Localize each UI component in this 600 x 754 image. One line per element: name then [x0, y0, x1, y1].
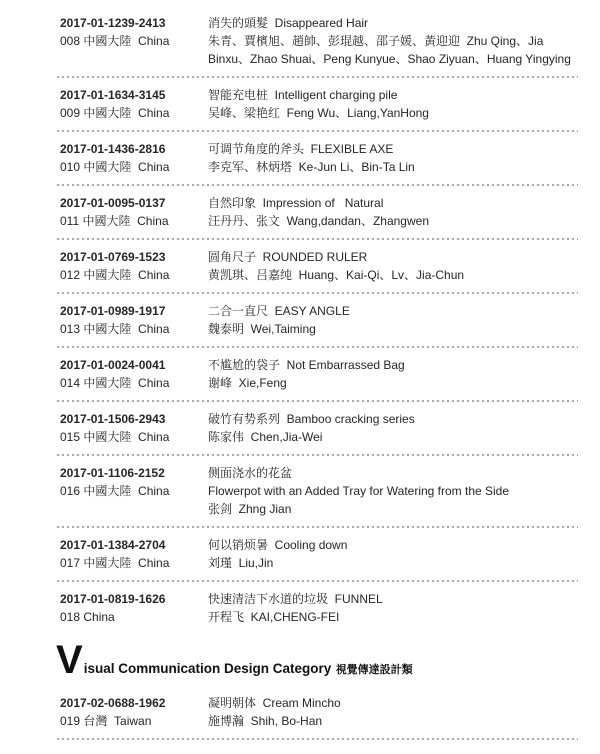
entry-row — [60, 590, 578, 626]
entry-number-country: 009 中國大陸 China — [60, 106, 170, 120]
entry-row — [60, 86, 578, 122]
entry-number-country: 019 台灣 Taiwan — [60, 714, 152, 728]
entry-id: 2017-01-0989-1917 — [60, 304, 166, 318]
entry-details — [208, 302, 578, 338]
entry-row — [60, 194, 578, 230]
product-design-entries-list — [60, 14, 578, 626]
entry-details — [208, 410, 578, 446]
entry-authors: 汪丹丹、张文 Wang,dandan、Zhangwen — [208, 214, 429, 228]
entry-separator — [57, 454, 578, 456]
entry-row — [60, 248, 578, 284]
section-title-zh: 視覺傳達設計類 — [335, 664, 413, 676]
entry-authors: 开程飞 KAI,CHENG-FEI — [208, 610, 340, 624]
entry-details — [208, 464, 578, 518]
entry-number-country: 012 中國大陸 China — [60, 268, 170, 282]
entry-authors: 张剑 Zhng Jian — [208, 502, 292, 516]
entry-number-country: 011 中國大陸 China — [60, 214, 169, 228]
entry-authors: 朱青、賈檳旭、趙帥、彭琨越、邵子媛、黃迎迎 Zhu Qing、Jia Binxu、Zhao Shuai、Peng Kunyue、Shao Ziyuan、Huang Yingying — [208, 34, 571, 66]
entry-id: 2017-01-1106-2152 — [60, 466, 165, 480]
entry-number-country: 016 中國大陸 China — [60, 484, 170, 498]
entry-details — [208, 194, 578, 230]
entry-number-country: 015 中國大陸 China — [60, 430, 170, 444]
entry-title: 智能充电桩 Intelligent charging pile — [208, 88, 398, 102]
entry — [60, 140, 578, 186]
entry-title-en: Flowerpot with an Added Tray for Watering from the Side — [208, 484, 510, 498]
entry-title: 侧面浇水的花盆 — [208, 466, 293, 480]
entry-left-column — [60, 356, 208, 392]
entry-title: 圆角尺子 ROUNDED RULER — [208, 250, 368, 264]
entry — [60, 464, 578, 528]
entry-left-column — [60, 410, 208, 446]
entry-left-column — [60, 590, 208, 626]
entry-authors: 陈家伟 Chen,Jia-Wei — [208, 430, 323, 444]
entry-title: 破竹有势系列 Bamboo cracking series — [208, 412, 415, 426]
entry-row — [60, 536, 578, 572]
entry-title: 可调节角度的斧头 FLEXIBLE AXE — [208, 142, 394, 156]
entry-details — [208, 356, 578, 392]
entry-separator — [57, 238, 578, 240]
entry-authors: 吴峰、梁艳红 Feng Wu、Liang,YanHong — [208, 106, 429, 120]
entry-left-column — [60, 302, 208, 338]
entry-id: 2017-02-0688-1962 — [60, 696, 166, 710]
entry — [60, 14, 578, 78]
entry — [60, 86, 578, 132]
entry-separator — [57, 400, 578, 402]
entry-left-column — [60, 248, 208, 284]
entry-number-country: 018 China — [60, 610, 115, 624]
entry-id: 2017-01-1239-2413 — [60, 16, 166, 30]
entry-row — [60, 464, 578, 518]
entry-title: 不尴尬的袋子 Not Embarrassed Bag — [208, 358, 405, 372]
entry-id: 2017-01-0024-0041 — [60, 358, 166, 372]
entry-row — [60, 14, 578, 68]
visual-design-entries-list — [60, 694, 578, 740]
entry-id: 2017-01-1436-2816 — [60, 142, 166, 156]
entry-number-country: 017 中國大陸 China — [60, 556, 170, 570]
entry — [60, 248, 578, 294]
entry — [60, 194, 578, 240]
entry — [60, 694, 578, 740]
entry-id: 2017-01-1384-2704 — [60, 538, 166, 552]
entry-separator — [57, 580, 578, 582]
entry-separator — [57, 346, 578, 348]
entry-row — [60, 694, 578, 730]
entry-id: 2017-01-1506-2943 — [60, 412, 166, 426]
entry-id: 2017-01-1634-3145 — [60, 88, 166, 102]
entry-id: 2017-01-0769-1523 — [60, 250, 166, 264]
entry-row — [60, 140, 578, 176]
entry-title: 二合一直尺 EASY ANGLE — [208, 304, 350, 318]
entry — [60, 356, 578, 402]
entry-row — [60, 302, 578, 338]
entry-details — [208, 86, 578, 122]
entry-left-column — [60, 140, 208, 176]
entry-separator — [57, 292, 578, 294]
section-heading — [56, 638, 578, 682]
entry-number-country: 008 中國大陸 China — [60, 34, 170, 48]
entry-id: 2017-01-0095-0137 — [60, 196, 166, 210]
entry — [60, 302, 578, 348]
entry-left-column — [60, 536, 208, 572]
entry-authors: 魏泰明 Wei,Taiming — [208, 322, 316, 336]
entry-details — [208, 536, 578, 572]
entry-number-country: 014 中國大陸 China — [60, 376, 170, 390]
entry-left-column — [60, 14, 208, 68]
entry-details — [208, 248, 578, 284]
entry-row — [60, 410, 578, 446]
entry-details — [208, 140, 578, 176]
entry-title: 凝明朝体 Cream Mincho — [208, 696, 341, 710]
entry-separator — [57, 184, 578, 186]
section-initial-letter: V — [56, 638, 84, 682]
entry-authors: 施博瀚 Shih, Bo-Han — [208, 714, 323, 728]
entry-details — [208, 14, 578, 68]
entry-separator — [57, 76, 578, 78]
entry-number-country: 013 中國大陸 China — [60, 322, 170, 336]
entry-authors: 黄凯琪、吕嘉纯 Huang、Kai-Qi、Lv、Jia-Chun — [208, 268, 465, 282]
entry — [60, 590, 578, 626]
entry-separator — [57, 130, 578, 132]
entry-separator — [57, 526, 578, 528]
entry-details — [208, 694, 578, 730]
entry — [60, 536, 578, 582]
entry-left-column — [60, 86, 208, 122]
entry-authors: 刘瑾 Liu,Jin — [208, 556, 274, 570]
entry-title: 快速清洁下水道的垃圾 FUNNEL — [208, 592, 383, 606]
entry-title: 消失的頭髮 Disappeared Hair — [208, 16, 369, 30]
entry-id: 2017-01-0819-1626 — [60, 592, 166, 606]
entry-details — [208, 590, 578, 626]
entry-number-country: 010 中國大陸 China — [60, 160, 170, 174]
entry — [60, 410, 578, 456]
entry-authors: 李克军、林炳塔 Ke-Jun Li、Bin-Ta Lin — [208, 160, 415, 174]
entry-left-column — [60, 194, 208, 230]
entry-separator — [57, 738, 578, 740]
entry-title: 自然印象 Impression of Natural — [208, 196, 384, 210]
section-title-en: isual Communication Design Category — [83, 661, 332, 676]
entry-row — [60, 356, 578, 392]
entry-left-column — [60, 464, 208, 518]
entry-title: 何以销烦暑 Cooling down — [208, 538, 348, 552]
entry-authors: 谢峰 Xie,Feng — [208, 376, 287, 390]
entry-left-column — [60, 694, 208, 730]
